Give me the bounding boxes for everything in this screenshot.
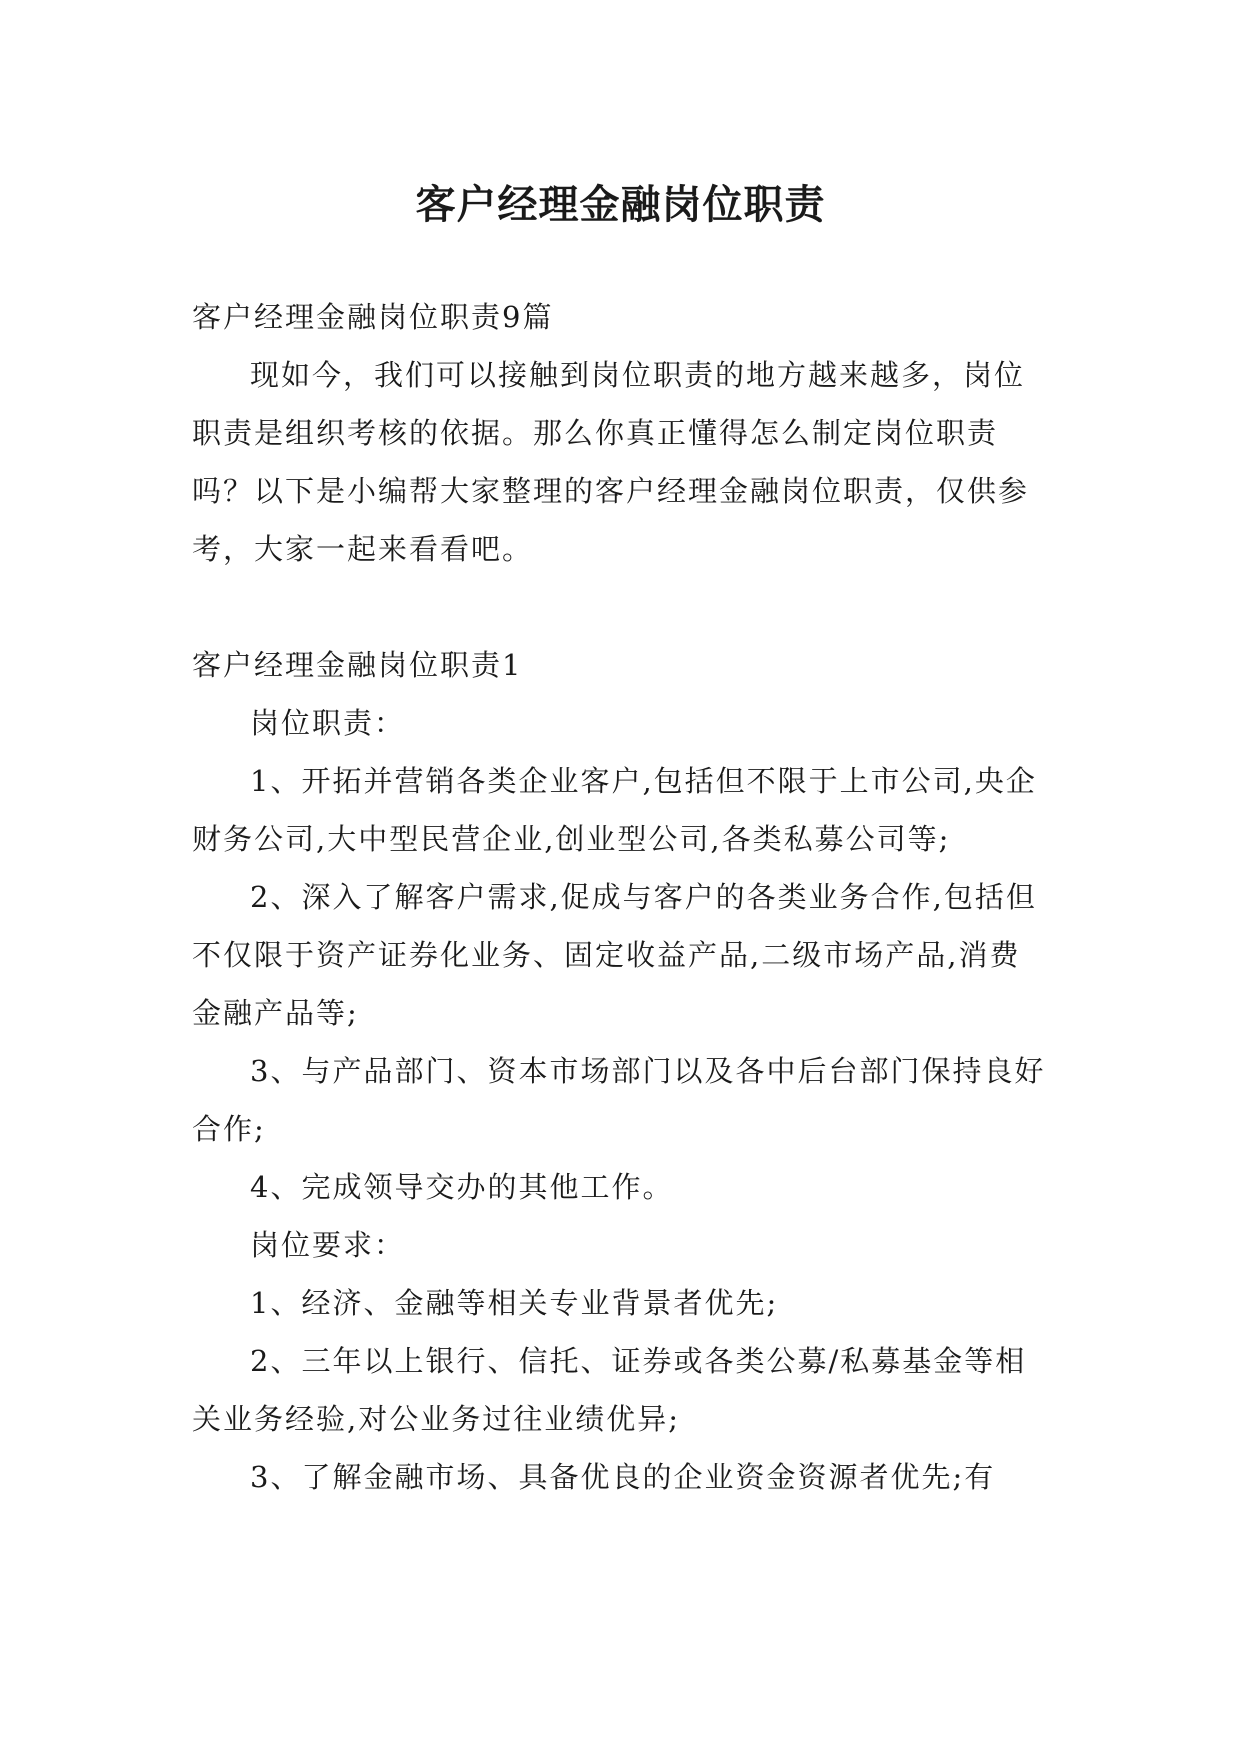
duty-item: 1、开拓并营销各类企业客户,包括但不限于上市公司,央企财务公司,大中型民营企业,创业型公司,各类私募公司等; [192, 764, 1037, 856]
requirement-item: 2、三年以上银行、信托、证券或各类公募/私募基金等相关业务经验,对公业务过往业绩优异; [192, 1344, 1027, 1436]
section-heading: 客户经理金融岗位职责1 [192, 648, 523, 682]
document-title: 客户经理金融岗位职责 [415, 181, 826, 228]
intro-heading: 客户经理金融岗位职责9篇 [192, 300, 554, 334]
requirements-label: 岗位要求： [250, 1228, 406, 1262]
intro-paragraph: 现如今，我们可以接触到岗位职责的地方越来越多，岗位职责是组织考核的依据。那么你真正懂得怎么制定岗位职责吗？以下是小编帮大家整理的客户经理金融岗位职责，仅供参考，大家一起来看看吧。 [192, 358, 1030, 566]
requirement-item: 1、经济、金融等相关专业背景者优先; [250, 1286, 779, 1320]
duty-item: 4、完成领导交办的其他工作。 [250, 1170, 674, 1204]
requirement-item: 3、了解金融市场、具备优良的企业资金资源者优先;有 [250, 1460, 996, 1494]
duty-item: 2、深入了解客户需求,促成与客户的各类业务合作,包括但不仅限于资产证券化业务、固定收益产品,二级市场产品,消费金融产品等; [192, 880, 1037, 1030]
duty-item: 3、与产品部门、资本市场部门以及各中后台部门保持良好合作; [192, 1054, 1046, 1146]
duties-label: 岗位职责： [250, 706, 406, 740]
document-body [192, 288, 1050, 1506]
